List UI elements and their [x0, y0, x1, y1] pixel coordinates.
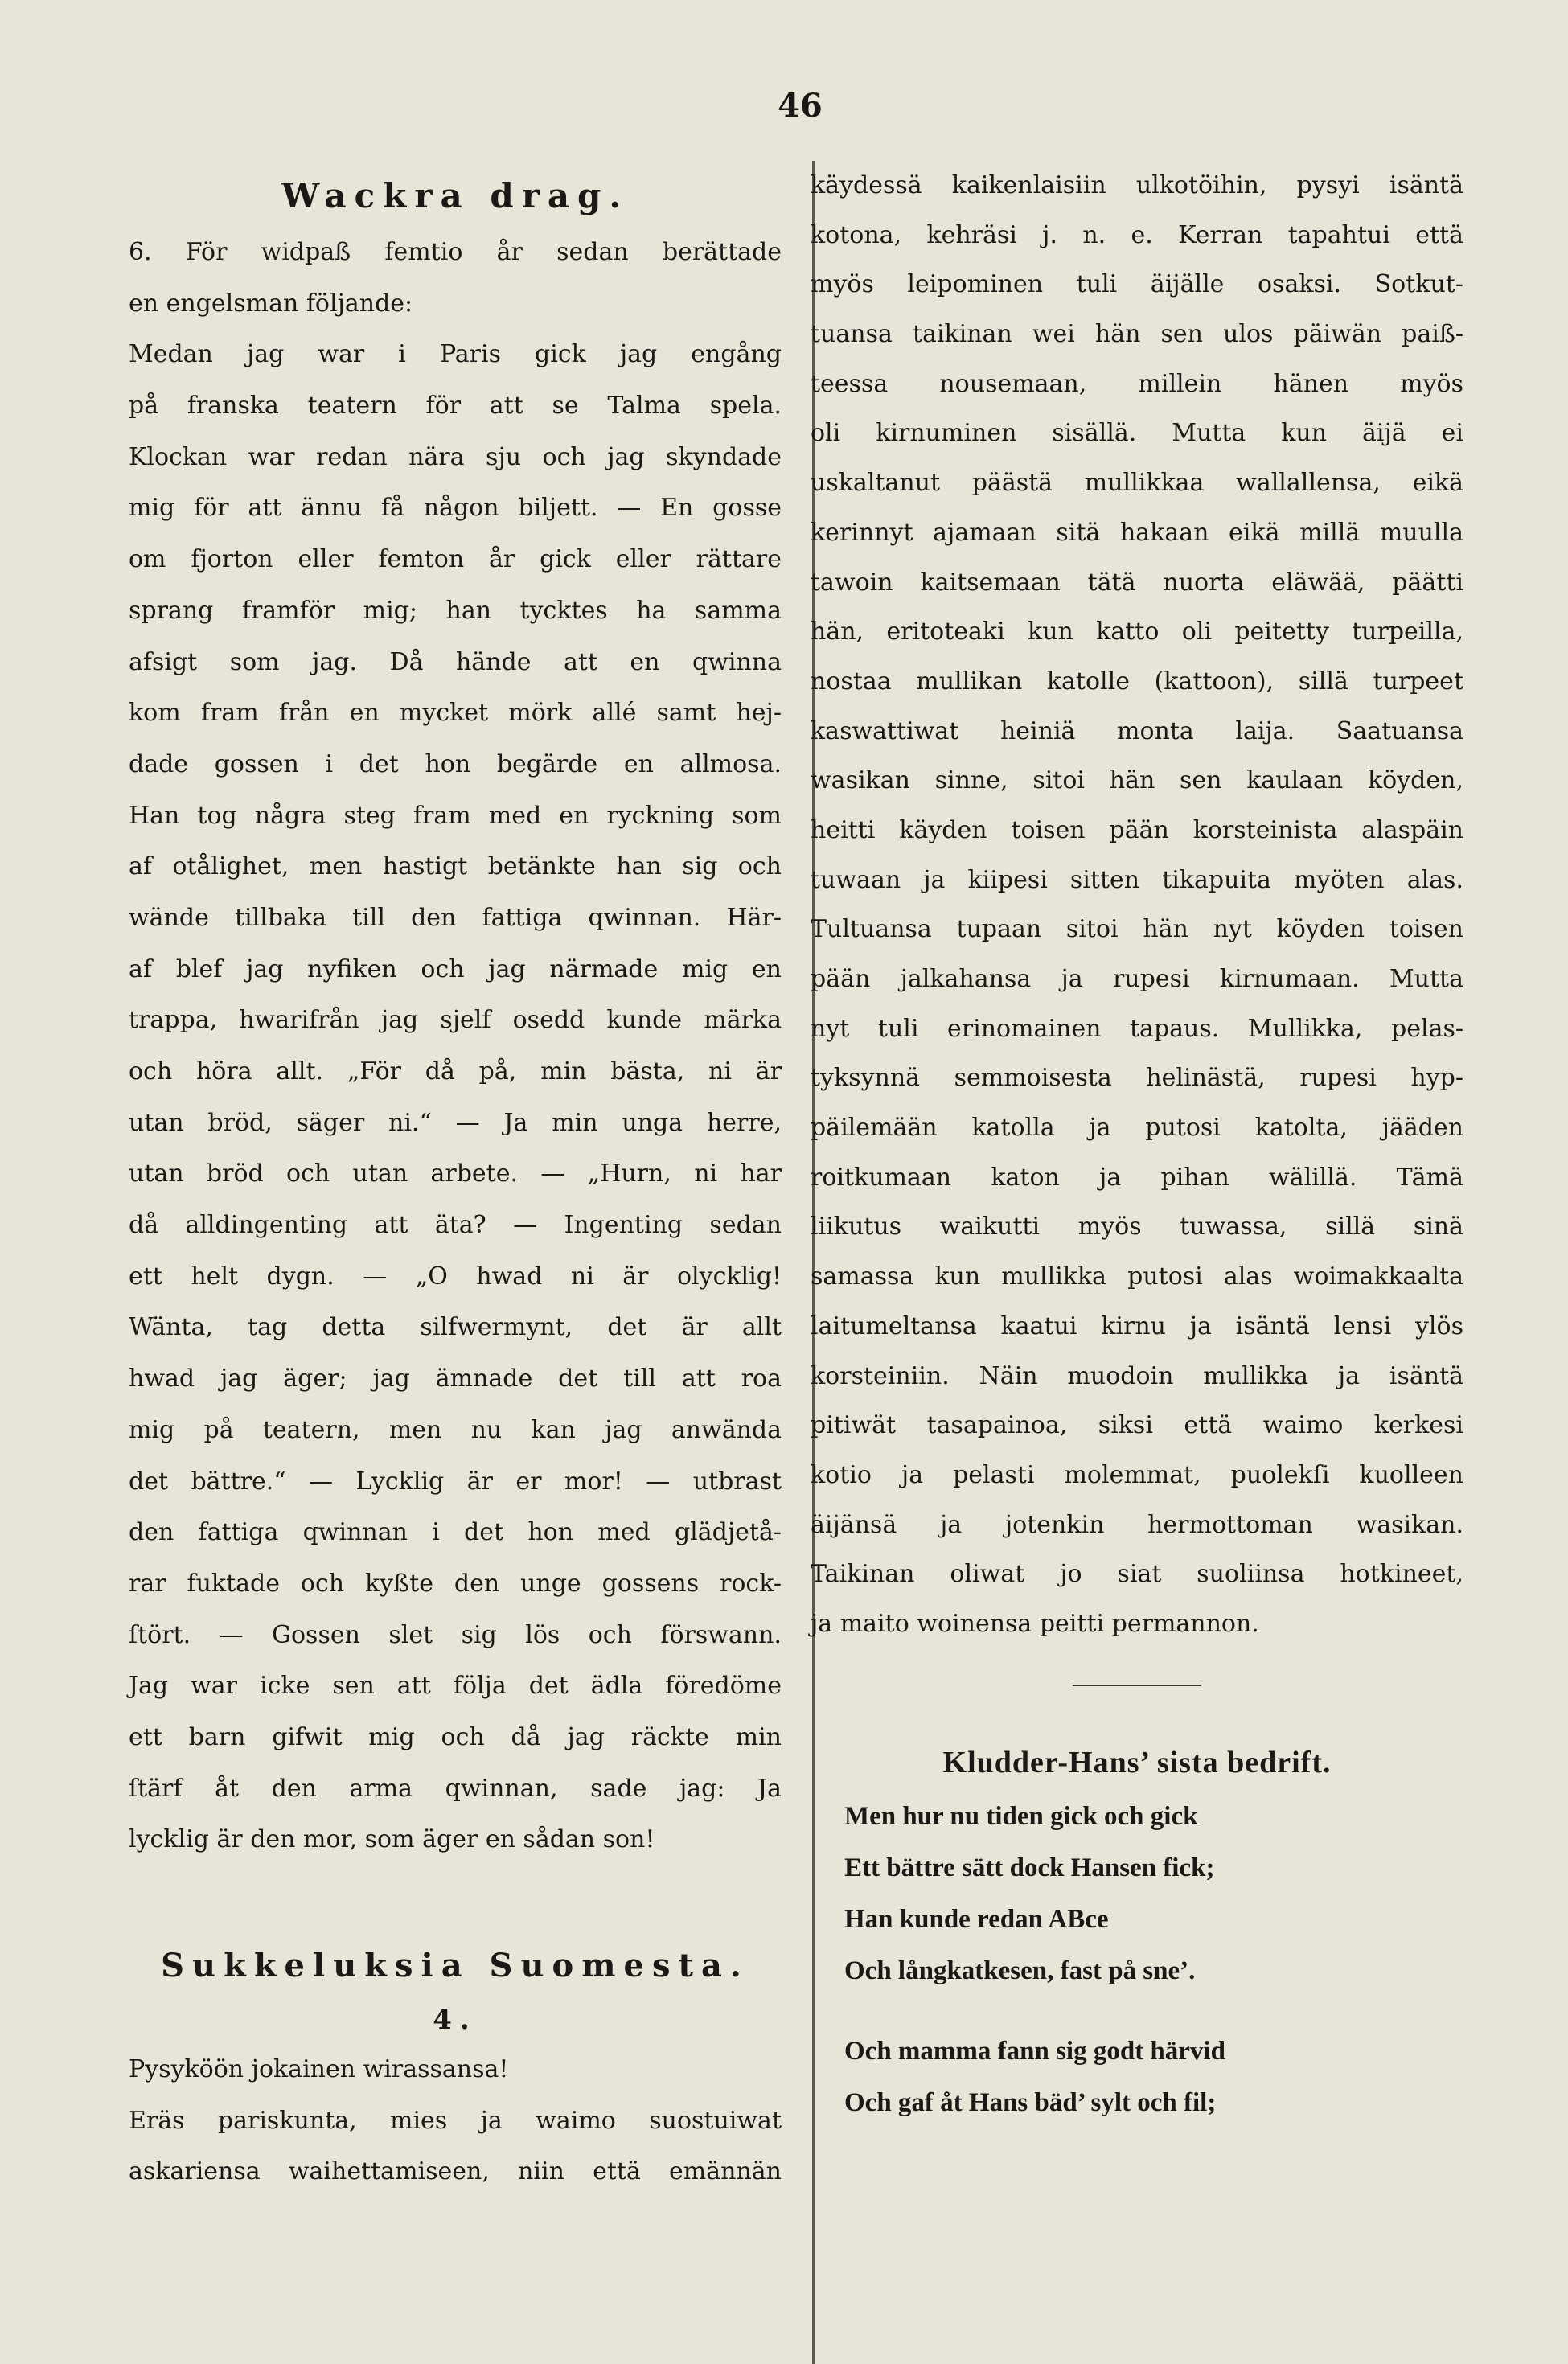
text-line: pään jalkahansa ja rupesi kirnumaan. Mutta [811, 965, 1463, 993]
text-line: utan bröd, säger ni.“ — Ja min unga herre, [129, 1108, 782, 1137]
text-line: kotio ja pelasti molemmat, puolekſi kuolleen [811, 1460, 1463, 1489]
text-line: pitiwät tasapainoa, siksi että waimo kerkesi [811, 1411, 1463, 1440]
text-line: nostaa mullikan katolle (kattoon), sillä turpeet [811, 667, 1463, 696]
poem [811, 1791, 1463, 2128]
text-line: Jag war icke sen att följa det ädla föredöme [129, 1672, 782, 1701]
right-column [811, 161, 1463, 2128]
text-line: wasikan sinne, sitoi hän sen kaulaan köyden, [811, 766, 1463, 795]
page-number: 46 [778, 87, 823, 125]
text-line: hwad jag äger; jag ämnade det till att roa [129, 1365, 782, 1393]
section-body-wackra-drag [129, 227, 782, 1865]
text-line: teessa nousemaan, millein hänen myös [811, 369, 1463, 398]
section-body-sukkeluksia [129, 2044, 782, 2198]
text-line: roitkumaan katon ja pihan wälillä. Tämä [811, 1163, 1463, 1192]
text-line: af blef jag nyfiken och jag närmade mig en [129, 954, 782, 983]
text-line: laitumeltansa kaatui kirnu ja isäntä lensi ylös [811, 1311, 1463, 1340]
text-line: en engelsman följande: [129, 289, 413, 318]
text-line: rar fuktade och kyßte den unge gossens rock- [129, 1569, 782, 1598]
text-line: päilemään katolla ja putosi katolta, jääden [811, 1114, 1463, 1143]
text-line: liikutus waikutti myös tuwassa, sillä sinä [811, 1213, 1463, 1242]
text-line: ja maito woinensa peitti permannon. [811, 1609, 1259, 1638]
text-line: lycklig är den mor, som äger en sådan son! [129, 1825, 655, 1854]
text-line: och höra allt. „För då på, min bästa, ni är [129, 1057, 782, 1086]
text-line: nyt tuli erinomainen tapaus. Mullikka, pelas- [811, 1014, 1463, 1043]
text-line: Han tog några steg fram med en ryckning som [129, 801, 782, 830]
text-line: sprang framför mig; han tycktes ha samma [129, 596, 782, 625]
text-line: Wänta, tag detta silfwermynt, det är allt [129, 1313, 782, 1342]
text-line: tawoin kaitsemaan tätä nuorta eläwää, päätti [811, 568, 1463, 597]
text-line: det bättre.“ — Lycklig är er mor! — utbrast [129, 1467, 782, 1496]
text-line: mig för att ännu få någon biljett. — En gosse [129, 494, 782, 523]
text-line: dade gossen i det hon begärde en allmosa. [129, 749, 782, 778]
stanza-gap [844, 1997, 1463, 2025]
text-line: afsigt som jag. Då hände att en qwinna [129, 647, 782, 676]
text-line: kotona, kehräsi j. n. e. Kerran tapahtui että [811, 220, 1463, 249]
text-line: tuansa taikinan wei hän sen ulos päiwän paiß- [811, 320, 1463, 349]
text-line: Och långkatkesen, fast på sne’. [844, 1956, 1196, 1985]
section-title-wackra-drag: Wackra drag. [281, 176, 630, 215]
poem-stanza [844, 1791, 1463, 1997]
text-line: tuwaan ja kiipesi sitten tikapuita myöten alas. [811, 865, 1463, 894]
text-line: Men hur nu tiden gick och gick [844, 1801, 1198, 1831]
text-line: Tultuansa tupaan sitoi hän nyt köyden toisen [811, 915, 1463, 944]
section-title-sukkeluksia: Sukkeluksia Suomesta. [161, 1947, 749, 1984]
text-line: heitti käyden toisen pään korsteinista alaspäin [811, 815, 1463, 844]
text-line: käydessä kaikenlaisiin ulkotöihin, pysyi isäntä [811, 171, 1463, 199]
text-line: tyksynnä semmoisesta helinästä, rupesi hyp- [811, 1064, 1463, 1093]
separator-rule [1073, 1685, 1201, 1686]
text-line: samassa kun mullikka putosi alas woimakkaalta [811, 1262, 1463, 1291]
text-line: Klockan war redan nära sju och jag skyndade [129, 442, 782, 471]
text-line: korsteiniin. Näin muodoin mullikka ja isäntä [811, 1361, 1463, 1390]
section-number: 4. [433, 2004, 478, 2036]
text-line: wände tillbaka till den fattiga qwinnan. Här- [129, 903, 782, 932]
text-line: Pysyköön jokainen wirassansa! [129, 2055, 509, 2083]
text-line: trappa, hwarifrån jag sjelf osedd kunde märka [129, 1006, 782, 1035]
text-line: af otålighet, men hastigt betänkte han sig och [129, 852, 782, 881]
text-line: ſtärf åt den arma qwinnan, sade jag: Ja [129, 1774, 782, 1803]
text-line: ſtört. — Gossen slet sig lös och förswann. [129, 1620, 782, 1649]
text-line: kom fram från en mycket mörk allé samt hej- [129, 699, 782, 728]
text-line: Han kunde redan ABce [844, 1904, 1109, 1934]
text-line: den fattiga qwinnan i det hon med glädjetå- [129, 1518, 782, 1547]
text-line: 6. För widpaß femtio år sedan berättade [129, 238, 782, 266]
text-line: Och gaf åt Hans bäd’ sylt och fil; [844, 2087, 1217, 2117]
text-line: kerinnyt ajamaan sitä hakaan eikä millä muulla [811, 518, 1463, 547]
text-line: uskaltanut päästä mullikkaa wallallensa, eikä [811, 469, 1463, 498]
text-line: då alldingenting att äta? — Ingenting sedan [129, 1211, 782, 1240]
text-line: askariensa waihettamiseen, niin että emännän [129, 2157, 782, 2186]
text-line: ett helt dygn. — „O hwad ni är olycklig! [129, 1262, 782, 1291]
text-line: mig på teatern, men nu kan jag anwända [129, 1415, 782, 1444]
text-line: kaswattiwat heiniä monta laija. Saatuansa [811, 716, 1463, 745]
text-line: oli kirnuminen sisällä. Mutta kun äijä ei [811, 419, 1463, 448]
text-line: Medan jag war i Paris gick jag engång [129, 340, 782, 369]
text-line: hän, eritoteaki kun katto oli peitetty turpeilla, [811, 618, 1463, 646]
text-line: myös leipominen tuli äijälle osaksi. Sotkut- [811, 270, 1463, 299]
poem-title: Kludder-Hans’ sista bedrift. [942, 1745, 1332, 1779]
text-line: på franska teatern för att se Talma spela. [129, 392, 782, 421]
text-line: Taikinan oliwat jo siat suoliinsa hotkineet, [811, 1560, 1463, 1589]
left-column [129, 166, 782, 2198]
text-line: Och mamma fann sig godt härvid [844, 2036, 1225, 2066]
poem-stanza [844, 2025, 1463, 2128]
section-body-continued [811, 161, 1463, 1649]
text-line: ett barn gifwit mig och då jag räckte min [129, 1722, 782, 1751]
text-line: utan bröd och utan arbete. — „Hurn, ni har [129, 1159, 782, 1188]
text-line: Eräs pariskunta, mies ja waimo suostuiwat [129, 2106, 782, 2135]
text-line: Ett bättre sätt dock Hansen fick; [844, 1853, 1215, 1882]
text-line: äijänsä ja jotenkin hermottoman wasikan. [811, 1510, 1463, 1539]
text-line: om fjorton eller femton år gick eller rättare [129, 545, 782, 574]
